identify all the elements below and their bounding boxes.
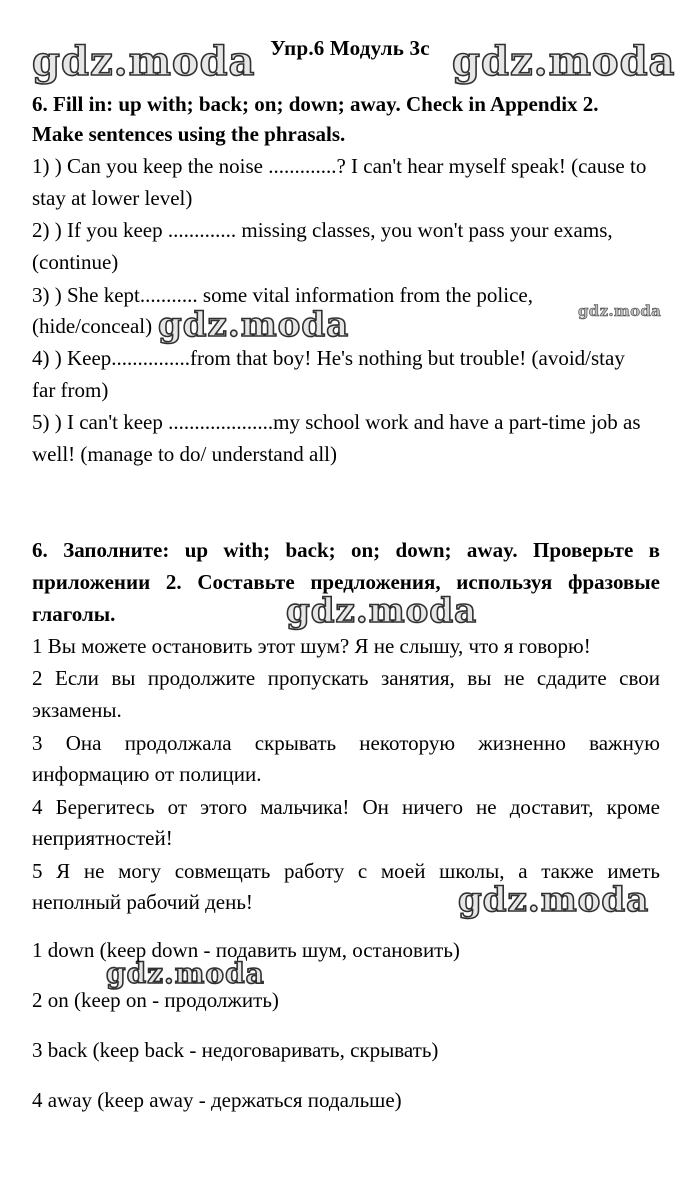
answer-2: 2 on (keep on - продолжить) [32, 988, 279, 1012]
watermark: gdz.moda [32, 38, 256, 85]
sentence-ru-4: 4 Берегитесь от этого мальчика! Он ничего не доставит, кроме [32, 795, 660, 819]
answer-1: 1 down (keep down - подавить шум, остановить) [32, 938, 460, 962]
page-title: Упр.6 Модуль 3c [270, 36, 430, 60]
task-heading-en: 6. Fill in: up with; back; on; down; away. Check in Appendix 2. [32, 92, 599, 116]
sentence-en-1: stay at lower level) [32, 186, 193, 210]
sentence-en-2: 2) ) If you keep ............. missing classes, you won't pass your exams, [32, 218, 613, 242]
task-heading-ru: приложении 2. Составьте предложения, используя фразовые [32, 570, 660, 594]
watermark: gdz.moda [158, 305, 350, 345]
answer-3: 3 back (keep back - недоговаривать, скрывать) [32, 1038, 439, 1062]
answer-4: 4 away (keep away - держаться подальше) [32, 1088, 402, 1112]
sentence-ru-1: 1 Вы можете остановить этот шум? Я не слышу, что я говорю! [32, 634, 591, 658]
sentence-en-2: (continue) [32, 250, 119, 274]
sentence-ru-4: неприятностей! [32, 826, 173, 850]
watermark: gdz.moda [578, 302, 662, 320]
sentence-en-3: 3) ) She kept........... some vital information from the police, [32, 283, 533, 307]
sentence-en-5: 5) ) I can't keep ....................my school work and have a part-time job as [32, 410, 641, 434]
watermark: gdz.moda [452, 38, 676, 85]
sentence-ru-2: 2 Если вы продолжите пропускать занятия, вы не сдадите свои [32, 666, 660, 690]
watermark: gdz.moda [106, 957, 265, 990]
task-heading-ru: глаголы. [32, 602, 116, 626]
sentence-en-4: 4) ) Keep...............from that boy! He's nothing but trouble! (avoid/stay [32, 346, 625, 370]
watermark: gdz.moda [286, 591, 478, 631]
sentence-ru-3: 3 Она продолжала скрывать некоторую жизненно важную [32, 731, 660, 755]
sentence-en-1: 1) ) Can you keep the noise .............? I can't hear myself speak! (cause to [32, 154, 647, 178]
task-heading-en: Make sentences using the phrasals. [32, 122, 346, 146]
sentence-en-5: well! (manage to do/ understand all) [32, 442, 337, 466]
sentence-ru-2: экзамены. [32, 698, 122, 722]
watermark: gdz.moda [458, 880, 650, 920]
sentence-ru-5: неполный рабочий день! [32, 890, 253, 914]
sentence-en-3: (hide/conceal) [32, 314, 153, 338]
sentence-ru-3: информацию от полиции. [32, 762, 262, 786]
sentence-en-4: far from) [32, 378, 109, 402]
task-heading-ru: 6. Заполните: up with; back; on; down; away. Проверьте в [32, 538, 660, 562]
sentence-ru-5: 5 Я не могу совмещать работу с моей школы, а также иметь [32, 859, 660, 883]
